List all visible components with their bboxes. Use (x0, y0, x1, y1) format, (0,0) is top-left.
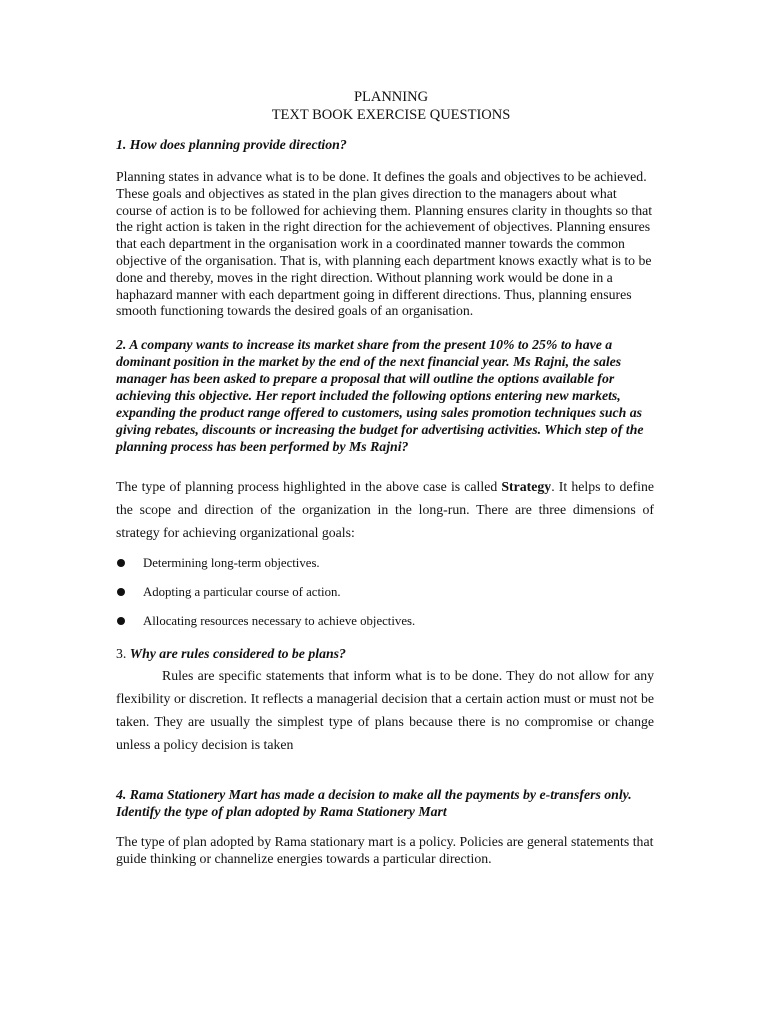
question-2: 2. A company wants to increase its market share from the present 10% to 25% to have a dominant position in the market by the end of the next financial year. Ms Rajni, the sales manager has been asked to prepare a proposal that will outline the options available for achieving this objective. Her report included the following options entering new markets, expanding the product range offered to customers, using sales promotion techniques such as giving rebates, discounts or increasing the budget for advertising activities. Which step of the planning process has been performed by Ms Rajni? (116, 337, 644, 455)
question-3-text: Why are rules considered to be plans? (129, 646, 346, 662)
document-page (116, 88, 654, 868)
bullet-icon (117, 617, 125, 625)
question-1: 1. How does planning provide direction? (116, 137, 347, 152)
list-item-text: Determining long-term objectives. (143, 556, 320, 571)
list-item (116, 614, 654, 643)
answer-2-rest: . It helps to define the scope and direction of the organization in the long-run. There are three dimensions of strategy for achieving organizational goals: (116, 479, 654, 541)
list-item (116, 585, 654, 614)
answer-2 (116, 475, 654, 544)
answer-2-keyword: Strategy (501, 479, 552, 495)
list-item (116, 556, 654, 585)
list-item-text: Adopting a particular course of action. (143, 585, 341, 600)
answer-3: Rules are specific statements that inform what is to be done. They do not allow for any flexibility or discretion. It reflects a managerial decision that a certain action must or must not be taken. They are usually the simplest type of plans because there is no compromise or change unless a policy decision is taken (116, 668, 654, 753)
question-4: 4. Rama Stationery Mart has made a decision to make all the payments by e-transfers only. Identify the type of plan adopted by Rama Stationery Mart (116, 787, 632, 820)
answer-4: The type of plan adopted by Rama stationary mart is a policy. Policies are general statements that guide thinking or channelize energies towards a particular direction. (116, 834, 654, 866)
question-3 (116, 645, 654, 662)
document-title: PLANNING (353, 89, 429, 105)
answer-2-intro: The type of planning process highlighted in the above case is called (116, 479, 502, 495)
bullet-icon (117, 559, 125, 567)
bullet-icon (117, 588, 125, 596)
strategy-dimensions-list (116, 556, 654, 643)
list-item-text: Allocating resources necessary to achieve objectives. (143, 614, 416, 629)
answer-1: Planning states in advance what is to be done. It defines the goals and objectives to be achieved. These goals and objectives as stated in the plan gives direction to the managers about what course of action is to be followed for achieving them. Planning ensures clarity in thoughts so that the right action is taken in the right direction for the achievement of objectives. Planning ensures that each department in the organisation work in a coordinated manner towards the common objective of the organisation. That is, with planning each department knows exactly what is to be done and thereby, moves in the right direction. Without planning work would be done in a haphazard manner with each department going in different directions. Thus, planning ensures smooth functioning towards the desired goals of an organisation. (116, 169, 653, 319)
document-subtitle: TEXT BOOK EXERCISE QUESTIONS (271, 107, 511, 123)
question-3-number: 3. (116, 646, 130, 662)
